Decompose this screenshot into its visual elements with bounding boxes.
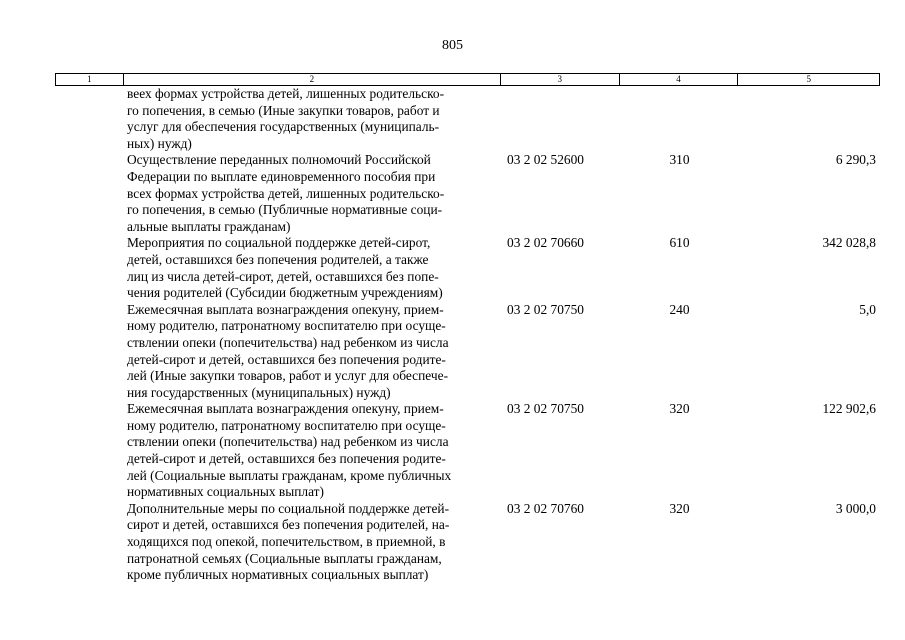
description-line: чения родителей (Субсидии бюджетным учреждениям) xyxy=(127,285,443,301)
description-line: ному родителю, патронатному воспитателю при осуще- xyxy=(127,318,446,334)
description-line: ных) нужд) xyxy=(127,135,192,151)
description-line: альные выплаты гражданам) xyxy=(127,218,291,234)
description-line: ходящихся под опекой, попечительством, в приемной, в xyxy=(127,534,446,550)
expense-type-cell: 310 xyxy=(669,152,690,168)
description-line: ствлении опеки (попечительства) над ребенком из числа xyxy=(127,334,449,350)
description-line: Ежемесячная выплата вознаграждения опекуну, прием- xyxy=(127,401,444,417)
description-line: веех формах устройства детей, лишенных родительско- xyxy=(127,86,445,101)
header-col-3: 3 xyxy=(501,74,620,85)
row-number-cell xyxy=(55,401,123,501)
description-line: Осуществление переданных полномочий Российской xyxy=(127,152,431,168)
amount-cell: 6 290,3 xyxy=(835,152,876,168)
description-line: сирот и детей, оставшихся без попечения родителей, на- xyxy=(127,517,450,533)
description-line: нормативных социальных выплат) xyxy=(127,484,324,500)
target-code-cell: 03 2 02 70760 xyxy=(507,500,584,516)
description-line: ствлении опеки (попечительства) над ребенком из числа xyxy=(127,434,449,450)
description-line: кроме публичных нормативных социальных выплат) xyxy=(127,567,429,583)
description-line: лей (Иные закупки товаров, работ и услуг для обеспече- xyxy=(127,368,449,384)
description-line: го попечения, в семью (Публичные нормативные соци- xyxy=(127,202,443,218)
description-cell xyxy=(123,302,501,402)
description-line: патронатной семьях (Социальные выплаты гражданам, xyxy=(127,550,442,566)
description-cell xyxy=(123,401,501,501)
row-number-cell xyxy=(55,235,123,301)
table-row xyxy=(55,302,880,402)
page-number: 805 xyxy=(442,38,463,53)
target-code-cell: 03 2 02 52600 xyxy=(507,152,584,168)
description-line: детей-сирот и детей, оставшихся без попечения родите- xyxy=(127,351,446,367)
target-code-cell xyxy=(501,86,620,152)
amount-cell: 3 000,0 xyxy=(835,500,876,516)
budget-table xyxy=(55,73,880,584)
description-line: Мероприятия по социальной поддержке детей-сирот, xyxy=(127,235,431,251)
target-code-cell: 03 2 02 70750 xyxy=(507,401,584,417)
expense-type-cell: 320 xyxy=(669,500,690,516)
expense-type-cell: 320 xyxy=(669,401,690,417)
header-col-2: 2 xyxy=(124,74,501,85)
description-line: го попечения, в семью (Иные закупки товаров, работ и xyxy=(127,102,440,118)
description-cell xyxy=(123,501,501,584)
target-code-cell: 03 2 02 70750 xyxy=(507,301,584,317)
row-number-cell xyxy=(55,302,123,402)
description-line: Федерации по выплате единовременного пособия при xyxy=(127,168,436,184)
description-line: Дополнительные меры по социальной поддержке детей- xyxy=(127,500,450,516)
table-body xyxy=(55,86,880,584)
header-col-5: 5 xyxy=(806,74,811,84)
description-line: Ежемесячная выплата вознаграждения опекуну, прием- xyxy=(127,301,444,317)
amount-cell: 342 028,8 xyxy=(822,235,876,251)
table-row xyxy=(55,86,880,152)
expense-type-cell: 610 xyxy=(669,235,690,251)
description-line: ния государственных (муниципальных) нужд) xyxy=(127,384,391,400)
description-cell xyxy=(123,235,501,301)
table-header-row xyxy=(55,73,880,86)
table-row xyxy=(55,401,880,501)
amount-cell xyxy=(739,86,880,152)
table-row xyxy=(55,235,880,301)
description-line: ному родителю, патронатному воспитателю при осуще- xyxy=(127,417,446,433)
description-cell xyxy=(123,152,501,235)
target-code-cell: 03 2 02 70660 xyxy=(507,235,584,251)
table-row xyxy=(55,152,880,235)
header-col-4: 4 xyxy=(620,74,739,85)
expense-type-cell: 240 xyxy=(669,301,690,317)
amount-cell: 5,0 xyxy=(859,301,876,317)
description-cell xyxy=(123,86,501,152)
description-line: лей (Социальные выплаты гражданам, кроме публичных xyxy=(127,467,452,483)
row-number-cell xyxy=(55,152,123,235)
header-col-1: 1 xyxy=(56,74,124,85)
row-number-cell xyxy=(55,86,123,152)
description-line: детей-сирот и детей, оставшихся без попечения родите- xyxy=(127,451,446,467)
description-line: лиц из числа детей-сирот, детей, оставшихся без попе- xyxy=(127,268,439,284)
description-line: всех формах устройства детей, лишенных родительско- xyxy=(127,185,445,201)
description-line: детей, оставшихся без попечения родителей, а также xyxy=(127,251,429,267)
row-number-cell xyxy=(55,501,123,584)
description-line: услуг для обеспечения государственных (муниципаль- xyxy=(127,119,440,135)
table-row xyxy=(55,501,880,584)
amount-cell: 122 902,6 xyxy=(822,401,876,417)
expense-type-cell xyxy=(620,86,739,152)
